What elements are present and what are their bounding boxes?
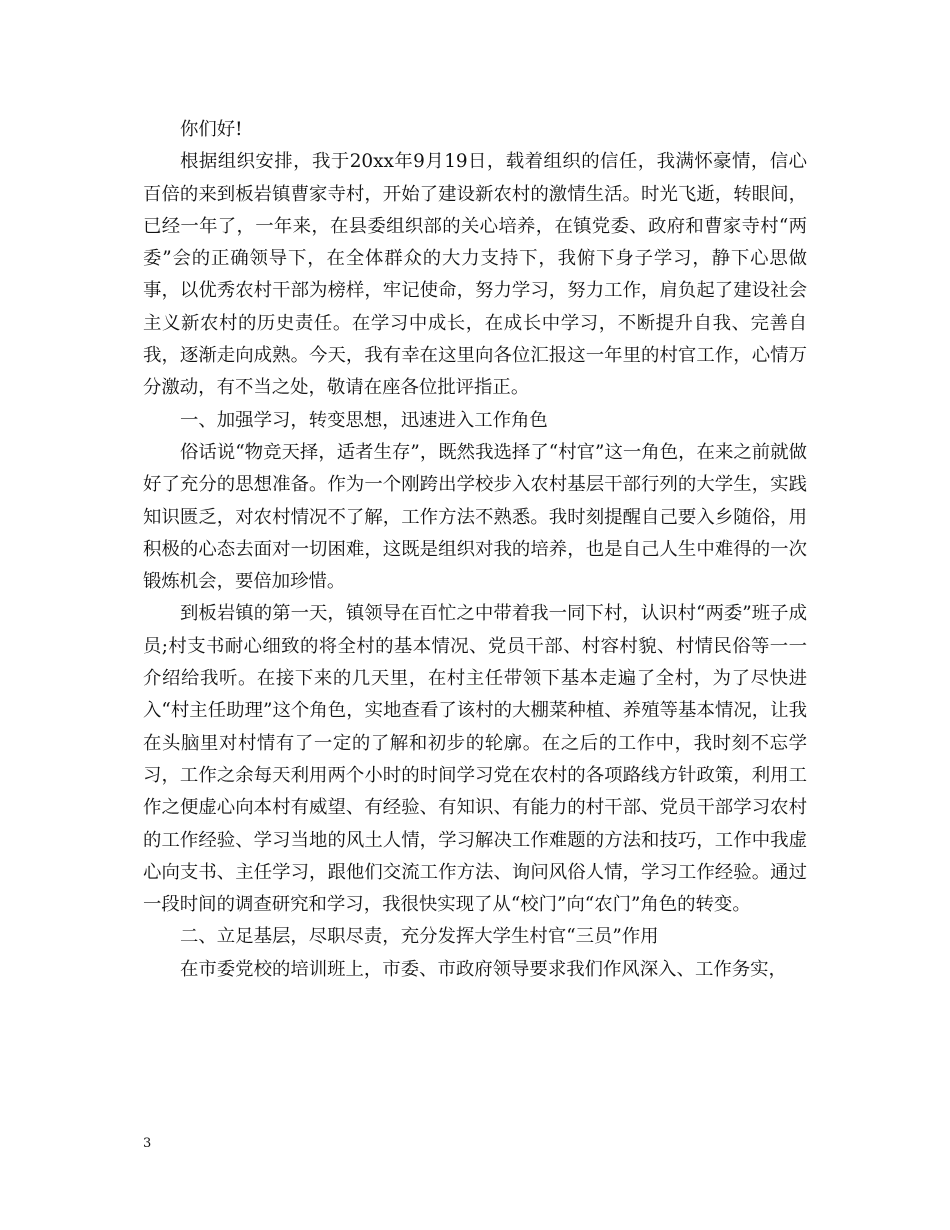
document-body — [143, 114, 807, 986]
body-paragraph: 在市委党校的培训班上，市委、市政府领导要求我们作风深入、工作务实， — [180, 958, 787, 980]
body-paragraph: 到板岩镇的第一天，镇领导在百忙之中带着我一同下村，认识村“两委”班子成员;村支书耐心细致的将全村的基本情况、党员干部、村容村貌、村情民俗等一一介绍给我听。在接下来的几天里，在村主任带领下基本走遍了全村，为了尽快进入“村主任助理”这个角色，实地查看了该村的大棚菜种植、养殖等基本情况，让我在头脑里对村情有了一定的了解和初步的轮廓。在之后的工作中，我时刻不忘学习，工作之余每天利用两个小时的时间学习党在农村的各项路线方针政策，利用工作之便虚心向本村有威望、有经验、有知识、有能力的村干部、党员干部学习农村的工作经验、学习当地的风土人情，学习解决工作难题的方法和技巧，工作中我虚心向支书、主任学习，跟他们交流工作方法、询问风俗人情，学习工作经验。通过一段时间的调查研究和学习，我很快实现了从“校门”向“农门”角色的转变。 — [143, 603, 807, 916]
body-paragraph: 俗话说“物竞天择，适者生存”，既然我选择了“村官”这一角色，在来之前就做好了充分的思想准备。作为一个刚跨出学校步入农村基层干部行列的大学生，实践知识匮乏，对农村情况不了解，工作方法不熟悉。我时刻提醒自己要入乡随俗，用积极的心态去面对一切困难，这既是组织对我的培养，也是自己人生中难得的一次锻炼机会，要倍加珍惜。 — [143, 441, 807, 593]
section-heading: 二、立足基层，尽职尽责，充分发挥大学生村官“三员”作用 — [180, 926, 659, 948]
page-number: 3 — [143, 1136, 152, 1151]
body-paragraph: 根据组织安排，我于20xx年9月19日，载着组织的信任，我满怀豪情，信心百倍的来到板岩镇曹家寺村，开始了建设新农村的激情生活。时光飞逝，转眼间，已经一年了，一年来，在县委组织部的关心培养，在镇党委、政府和曹家寺村“两委”会的正确领导下，在全体群众的大力支持下，我俯下身子学习，静下心思做事，以优秀农村干部为榜样，牢记使命，努力学习，努力工作，肩负起了建设社会主义新农村的历史责任。在学习中成长，在成长中学习，不断提升自我、完善自我，逐渐走向成熟。今天，我有幸在这里向各位汇报这一年里的村官工作，心情万分激动，有不当之处，敬请在座各位批评指正。 — [143, 151, 807, 399]
section-heading: 一、加强学习，转变思想，迅速进入工作角色 — [180, 409, 548, 431]
greeting-paragraph: 你们好! — [180, 119, 243, 140]
